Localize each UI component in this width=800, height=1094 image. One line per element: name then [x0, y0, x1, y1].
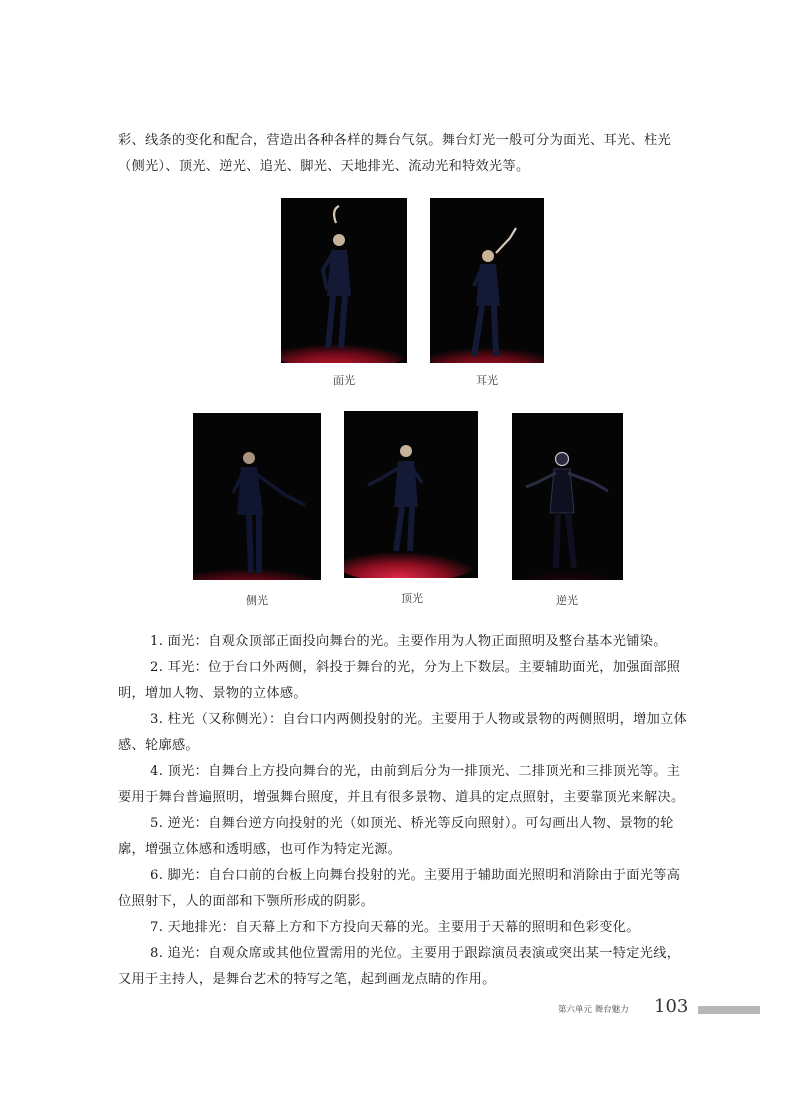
caption-top-light: 顶光	[401, 592, 423, 605]
page-number: 103	[654, 996, 689, 1017]
footer-chapter-title: 第六单元 舞台魅力	[558, 1005, 629, 1015]
list-item: 3. 柱光（又称侧光）：自台口内两侧投射的光。主要用于人物或景物的两侧照明，增加立体感、轮廓感。	[118, 712, 688, 753]
dancer-photo-icon	[281, 198, 407, 363]
photo-top-light	[344, 411, 478, 578]
caption-side-light: 侧光	[246, 594, 268, 607]
list-item: 2. 耳光：位于台口外两侧，斜投于舞台的光，分为上下数层。主要辅助面光，加强面部照明，增加人物、景物的立体感。	[118, 660, 681, 701]
dancer-photo-icon	[430, 198, 544, 363]
list-item: 4. 顶光：自舞台上方投向舞台的光，由前到后分为一排顶光、二排顶光和三排顶光等。主要用于舞台普遍照明，增强舞台照度，并且有很多景物、道具的定点照射，主要靠顶光来解决。	[118, 764, 685, 805]
dancer-photo-icon	[193, 413, 321, 580]
dancer-photo-icon	[344, 411, 478, 578]
caption-face-light: 面光	[333, 374, 355, 387]
list-item: 1. 面光：自观众顶部正面投向舞台的光。主要作用为人物正面照明及整台基本光铺染。	[150, 634, 667, 649]
list-item: 6. 脚光：自台口前的台板上向舞台投射的光。主要用于辅助面光照明和消除由于面光等高位照射下，人的面部和下颚所形成的阴影。	[118, 868, 681, 909]
lighting-types-list	[118, 629, 690, 993]
caption-back-light: 逆光	[556, 594, 578, 607]
caption-ear-light: 耳光	[476, 374, 498, 387]
intro-paragraph: 彩、线条的变化和配合，营造出各种各样的舞台气氛。舞台灯光一般可分为面光、耳光、柱光（侧光）、顶光、逆光、追光、脚光、天地排光、流动光和特效光等。	[118, 133, 671, 174]
photo-face-light	[281, 198, 407, 363]
list-item: 5. 逆光：自舞台逆方向投射的光（如顶光、桥光等反向照射）。可勾画出人物、景物的轮廓，增强立体感和透明感，也可作为特定光源。	[118, 816, 674, 857]
footer-decorative-bar	[698, 1006, 760, 1014]
photo-ear-light	[430, 198, 544, 363]
dancer-photo-icon	[512, 413, 623, 580]
photo-back-light	[512, 413, 623, 580]
list-item: 8. 追光：自观众席或其他位置需用的光位。主要用于跟踪演员表演或突出某一特定光线，又用于主持人，是舞台艺术的特写之笔，起到画龙点睛的作用。	[118, 946, 681, 987]
photo-side-light	[193, 413, 321, 580]
list-item: 7. 天地排光：自天幕上方和下方投向天幕的光。主要用于天幕的照明和色彩变化。	[150, 920, 640, 935]
